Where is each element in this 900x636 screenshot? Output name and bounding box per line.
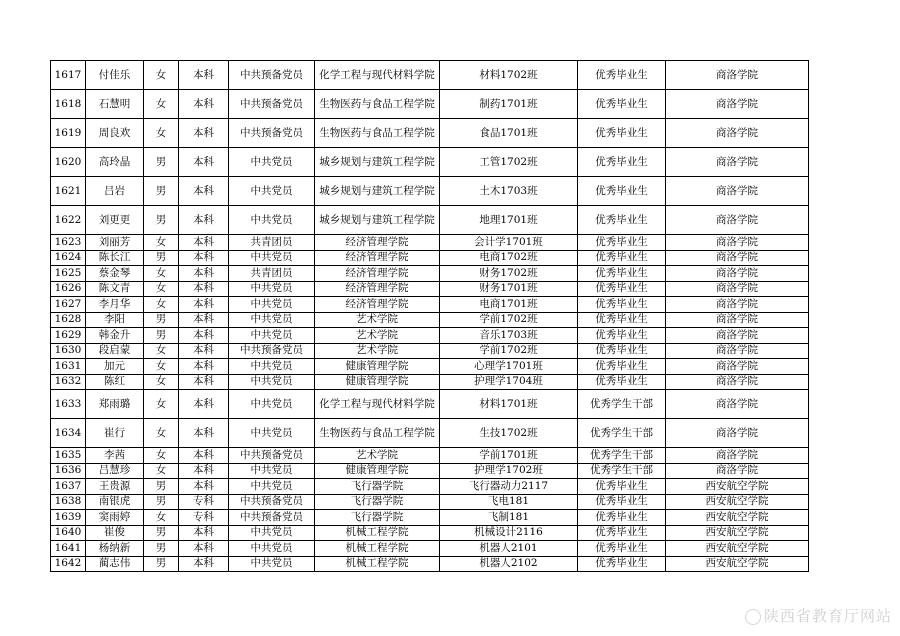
cell-gender: 女 (144, 297, 179, 313)
cell-gender: 男 (144, 206, 179, 235)
cell-no: 1636 (51, 463, 86, 479)
cell-class: 土木1703班 (440, 177, 578, 206)
cell-honor: 优秀毕业生 (578, 297, 666, 313)
cell-gender: 女 (144, 119, 179, 148)
honor-list-table (50, 60, 809, 572)
cell-no: 1640 (51, 525, 86, 541)
cell-name: 韩金升 (86, 328, 144, 344)
cell-name: 王贵源 (86, 479, 144, 495)
cell-gender: 女 (144, 510, 179, 526)
watermark (745, 605, 892, 626)
cell-politics: 中共党员 (229, 281, 315, 297)
cell-college: 艺术学院 (315, 328, 440, 344)
cell-no: 1623 (51, 235, 86, 251)
cell-politics: 中共预备党员 (229, 510, 315, 526)
cell-honor: 优秀学生干部 (578, 419, 666, 448)
cell-no: 1621 (51, 177, 86, 206)
table-row (51, 419, 809, 448)
cell-honor: 优秀毕业生 (578, 343, 666, 359)
cell-politics: 中共预备党员 (229, 343, 315, 359)
cell-school: 商洛学院 (666, 463, 809, 479)
cell-school: 商洛学院 (666, 359, 809, 375)
table-row (51, 525, 809, 541)
cell-class: 地理1701班 (440, 206, 578, 235)
cell-name: 陈红 (86, 374, 144, 390)
cell-level: 本科 (179, 390, 229, 419)
table-row (51, 463, 809, 479)
table-row (51, 266, 809, 282)
cell-politics: 中共党员 (229, 419, 315, 448)
cell-class: 飞制181 (440, 510, 578, 526)
cell-name: 崔俊 (86, 525, 144, 541)
cell-politics: 中共党员 (229, 556, 315, 572)
cell-college: 艺术学院 (315, 343, 440, 359)
cell-college: 健康管理学院 (315, 374, 440, 390)
cell-college: 生物医药与食品工程学院 (315, 90, 440, 119)
cell-gender: 女 (144, 343, 179, 359)
cell-level: 本科 (179, 374, 229, 390)
cell-class: 心理学1701班 (440, 359, 578, 375)
cell-honor: 优秀毕业生 (578, 556, 666, 572)
cell-no: 1641 (51, 541, 86, 557)
table-row (51, 328, 809, 344)
cell-no: 1627 (51, 297, 86, 313)
cell-name: 付佳乐 (86, 61, 144, 90)
table-row (51, 390, 809, 419)
table-row (51, 61, 809, 90)
cell-honor: 优秀毕业生 (578, 312, 666, 328)
cell-politics: 中共预备党员 (229, 90, 315, 119)
cell-name: 南银虎 (86, 494, 144, 510)
cell-politics: 中共党员 (229, 297, 315, 313)
cell-school: 西安航空学院 (666, 525, 809, 541)
cell-level: 本科 (179, 177, 229, 206)
cell-school: 商洛学院 (666, 235, 809, 251)
cell-level: 本科 (179, 90, 229, 119)
cell-class: 生技1702班 (440, 419, 578, 448)
cell-gender: 男 (144, 177, 179, 206)
cell-politics: 中共党员 (229, 328, 315, 344)
cell-school: 商洛学院 (666, 448, 809, 464)
table-row (51, 281, 809, 297)
table-row (51, 235, 809, 251)
cell-honor: 优秀毕业生 (578, 479, 666, 495)
cell-college: 经济管理学院 (315, 250, 440, 266)
cell-gender: 女 (144, 61, 179, 90)
cell-class: 电商1702班 (440, 250, 578, 266)
cell-level: 本科 (179, 419, 229, 448)
cell-school: 商洛学院 (666, 61, 809, 90)
cell-level: 本科 (179, 359, 229, 375)
cell-class: 学前1701班 (440, 448, 578, 464)
cell-level: 本科 (179, 250, 229, 266)
cell-school: 商洛学院 (666, 328, 809, 344)
watermark-text: 陕西省教育厅网站 (763, 607, 892, 625)
cell-no: 1628 (51, 312, 86, 328)
cell-gender: 女 (144, 463, 179, 479)
cell-politics: 中共党员 (229, 206, 315, 235)
cell-gender: 男 (144, 250, 179, 266)
cell-honor: 优秀毕业生 (578, 148, 666, 177)
cell-gender: 女 (144, 359, 179, 375)
cell-politics: 中共党员 (229, 390, 315, 419)
table-row (51, 343, 809, 359)
cell-college: 经济管理学院 (315, 297, 440, 313)
cell-college: 飞行器学院 (315, 510, 440, 526)
cell-gender: 女 (144, 419, 179, 448)
table-row (51, 374, 809, 390)
cell-politics: 共青团员 (229, 235, 315, 251)
cell-college: 健康管理学院 (315, 359, 440, 375)
cell-politics: 中共预备党员 (229, 448, 315, 464)
cell-name: 刘更更 (86, 206, 144, 235)
cell-politics: 中共预备党员 (229, 61, 315, 90)
cell-honor: 优秀毕业生 (578, 61, 666, 90)
cell-gender: 女 (144, 90, 179, 119)
cell-politics: 中共预备党员 (229, 119, 315, 148)
cell-honor: 优秀毕业生 (578, 328, 666, 344)
table-row (51, 494, 809, 510)
cell-college: 城乡规划与建筑工程学院 (315, 206, 440, 235)
table-row (51, 148, 809, 177)
cell-honor: 优秀毕业生 (578, 250, 666, 266)
cell-class: 材料1702班 (440, 61, 578, 90)
emblem-icon (745, 609, 761, 625)
cell-honor: 优秀毕业生 (578, 119, 666, 148)
cell-name: 窦雨婷 (86, 510, 144, 526)
cell-politics: 中共党员 (229, 312, 315, 328)
cell-name: 段启蒙 (86, 343, 144, 359)
cell-honor: 优秀毕业生 (578, 494, 666, 510)
cell-level: 本科 (179, 448, 229, 464)
cell-politics: 中共党员 (229, 463, 315, 479)
cell-no: 1637 (51, 479, 86, 495)
cell-class: 财务1701班 (440, 281, 578, 297)
cell-school: 商洛学院 (666, 148, 809, 177)
cell-school: 西安航空学院 (666, 510, 809, 526)
cell-no: 1635 (51, 448, 86, 464)
cell-no: 1625 (51, 266, 86, 282)
cell-name: 李月华 (86, 297, 144, 313)
cell-politics: 中共预备党员 (229, 494, 315, 510)
cell-honor: 优秀毕业生 (578, 281, 666, 297)
cell-level: 本科 (179, 479, 229, 495)
cell-school: 商洛学院 (666, 177, 809, 206)
cell-class: 学前1702班 (440, 312, 578, 328)
cell-name: 高玲晶 (86, 148, 144, 177)
cell-college: 飞行器学院 (315, 494, 440, 510)
cell-gender: 男 (144, 148, 179, 177)
cell-politics: 中共党员 (229, 479, 315, 495)
cell-name: 陈长江 (86, 250, 144, 266)
cell-honor: 优秀毕业生 (578, 374, 666, 390)
cell-school: 商洛学院 (666, 119, 809, 148)
cell-gender: 男 (144, 328, 179, 344)
cell-no: 1626 (51, 281, 86, 297)
cell-gender: 男 (144, 556, 179, 572)
cell-name: 吕慧珍 (86, 463, 144, 479)
cell-level: 本科 (179, 556, 229, 572)
cell-school: 商洛学院 (666, 206, 809, 235)
cell-class: 会计学1701班 (440, 235, 578, 251)
cell-college: 机械工程学院 (315, 525, 440, 541)
cell-class: 飞电181 (440, 494, 578, 510)
cell-no: 1630 (51, 343, 86, 359)
cell-class: 机器人2102 (440, 556, 578, 572)
cell-honor: 优秀毕业生 (578, 90, 666, 119)
cell-gender: 男 (144, 494, 179, 510)
cell-level: 本科 (179, 463, 229, 479)
table-row (51, 90, 809, 119)
cell-school: 商洛学院 (666, 281, 809, 297)
cell-college: 健康管理学院 (315, 463, 440, 479)
table-row (51, 556, 809, 572)
cell-politics: 中共党员 (229, 359, 315, 375)
cell-school: 商洛学院 (666, 90, 809, 119)
cell-honor: 优秀学生干部 (578, 448, 666, 464)
cell-no: 1642 (51, 556, 86, 572)
cell-college: 生物医药与食品工程学院 (315, 419, 440, 448)
cell-school: 西安航空学院 (666, 556, 809, 572)
cell-no: 1622 (51, 206, 86, 235)
table-row (51, 297, 809, 313)
table-row (51, 206, 809, 235)
cell-level: 本科 (179, 61, 229, 90)
cell-no: 1633 (51, 390, 86, 419)
cell-no: 1624 (51, 250, 86, 266)
cell-level: 本科 (179, 343, 229, 359)
cell-class: 制药1701班 (440, 90, 578, 119)
cell-school: 商洛学院 (666, 419, 809, 448)
table-row (51, 119, 809, 148)
cell-gender: 男 (144, 525, 179, 541)
cell-gender: 女 (144, 448, 179, 464)
cell-college: 经济管理学院 (315, 266, 440, 282)
cell-college: 机械工程学院 (315, 541, 440, 557)
cell-politics: 中共党员 (229, 177, 315, 206)
cell-no: 1639 (51, 510, 86, 526)
cell-level: 本科 (179, 281, 229, 297)
cell-name: 周良欢 (86, 119, 144, 148)
cell-no: 1617 (51, 61, 86, 90)
cell-gender: 男 (144, 541, 179, 557)
cell-gender: 女 (144, 235, 179, 251)
cell-level: 本科 (179, 206, 229, 235)
cell-level: 本科 (179, 119, 229, 148)
cell-honor: 优秀毕业生 (578, 177, 666, 206)
cell-college: 经济管理学院 (315, 235, 440, 251)
cell-college: 经济管理学院 (315, 281, 440, 297)
cell-honor: 优秀毕业生 (578, 541, 666, 557)
cell-name: 石慧明 (86, 90, 144, 119)
cell-honor: 优秀毕业生 (578, 510, 666, 526)
cell-politics: 中共党员 (229, 541, 315, 557)
cell-no: 1634 (51, 419, 86, 448)
cell-level: 专科 (179, 494, 229, 510)
cell-school: 西安航空学院 (666, 494, 809, 510)
cell-college: 城乡规划与建筑工程学院 (315, 177, 440, 206)
cell-class: 材料1701班 (440, 390, 578, 419)
cell-politics: 中共党员 (229, 250, 315, 266)
cell-name: 李阳 (86, 312, 144, 328)
cell-no: 1629 (51, 328, 86, 344)
cell-name: 刘丽芳 (86, 235, 144, 251)
cell-college: 化学工程与现代材料学院 (315, 61, 440, 90)
table-row (51, 479, 809, 495)
cell-level: 本科 (179, 525, 229, 541)
cell-politics: 中共党员 (229, 148, 315, 177)
cell-level: 本科 (179, 235, 229, 251)
cell-honor: 优秀学生干部 (578, 390, 666, 419)
cell-name: 蔡金琴 (86, 266, 144, 282)
cell-gender: 女 (144, 266, 179, 282)
table-row (51, 312, 809, 328)
cell-level: 本科 (179, 148, 229, 177)
cell-no: 1632 (51, 374, 86, 390)
cell-no: 1620 (51, 148, 86, 177)
table-row (51, 250, 809, 266)
cell-college: 飞行器学院 (315, 479, 440, 495)
table-row (51, 510, 809, 526)
cell-college: 机械工程学院 (315, 556, 440, 572)
cell-school: 商洛学院 (666, 312, 809, 328)
cell-politics: 中共党员 (229, 525, 315, 541)
cell-honor: 优秀毕业生 (578, 359, 666, 375)
cell-no: 1619 (51, 119, 86, 148)
cell-class: 机械设计2116 (440, 525, 578, 541)
cell-class: 学前1702班 (440, 343, 578, 359)
cell-school: 商洛学院 (666, 266, 809, 282)
cell-class: 护理学1702班 (440, 463, 578, 479)
cell-class: 食品1701班 (440, 119, 578, 148)
cell-class: 机器人2101 (440, 541, 578, 557)
cell-college: 艺术学院 (315, 448, 440, 464)
cell-no: 1631 (51, 359, 86, 375)
cell-honor: 优秀学生干部 (578, 463, 666, 479)
cell-name: 陈文青 (86, 281, 144, 297)
cell-school: 商洛学院 (666, 390, 809, 419)
cell-class: 护理学1704班 (440, 374, 578, 390)
cell-school: 商洛学院 (666, 343, 809, 359)
cell-school: 西安航空学院 (666, 479, 809, 495)
cell-gender: 男 (144, 312, 179, 328)
cell-no: 1638 (51, 494, 86, 510)
cell-gender: 女 (144, 374, 179, 390)
cell-college: 生物医药与食品工程学院 (315, 119, 440, 148)
cell-name: 吕岩 (86, 177, 144, 206)
cell-college: 城乡规划与建筑工程学院 (315, 148, 440, 177)
cell-name: 蔺志伟 (86, 556, 144, 572)
cell-class: 财务1702班 (440, 266, 578, 282)
cell-name: 李茜 (86, 448, 144, 464)
cell-level: 本科 (179, 541, 229, 557)
cell-politics: 共青团员 (229, 266, 315, 282)
cell-level: 本科 (179, 266, 229, 282)
table-row (51, 177, 809, 206)
cell-name: 杨纳新 (86, 541, 144, 557)
cell-politics: 中共党员 (229, 374, 315, 390)
cell-school: 西安航空学院 (666, 541, 809, 557)
cell-name: 郑雨璐 (86, 390, 144, 419)
cell-level: 本科 (179, 312, 229, 328)
table-row (51, 448, 809, 464)
cell-honor: 优秀毕业生 (578, 235, 666, 251)
cell-class: 工管1702班 (440, 148, 578, 177)
cell-name: 崔行 (86, 419, 144, 448)
cell-college: 艺术学院 (315, 312, 440, 328)
cell-gender: 男 (144, 479, 179, 495)
table-row (51, 541, 809, 557)
table-row (51, 359, 809, 375)
cell-level: 专科 (179, 510, 229, 526)
cell-no: 1618 (51, 90, 86, 119)
cell-college: 化学工程与现代材料学院 (315, 390, 440, 419)
cell-honor: 优秀毕业生 (578, 525, 666, 541)
cell-class: 飞行器动力2117 (440, 479, 578, 495)
cell-name: 加元 (86, 359, 144, 375)
cell-class: 音乐1703班 (440, 328, 578, 344)
cell-class: 电商1701班 (440, 297, 578, 313)
cell-honor: 优秀毕业生 (578, 206, 666, 235)
cell-school: 商洛学院 (666, 297, 809, 313)
cell-school: 商洛学院 (666, 374, 809, 390)
cell-level: 本科 (179, 328, 229, 344)
cell-level: 本科 (179, 297, 229, 313)
cell-honor: 优秀毕业生 (578, 266, 666, 282)
cell-gender: 女 (144, 281, 179, 297)
cell-school: 商洛学院 (666, 250, 809, 266)
cell-gender: 女 (144, 390, 179, 419)
